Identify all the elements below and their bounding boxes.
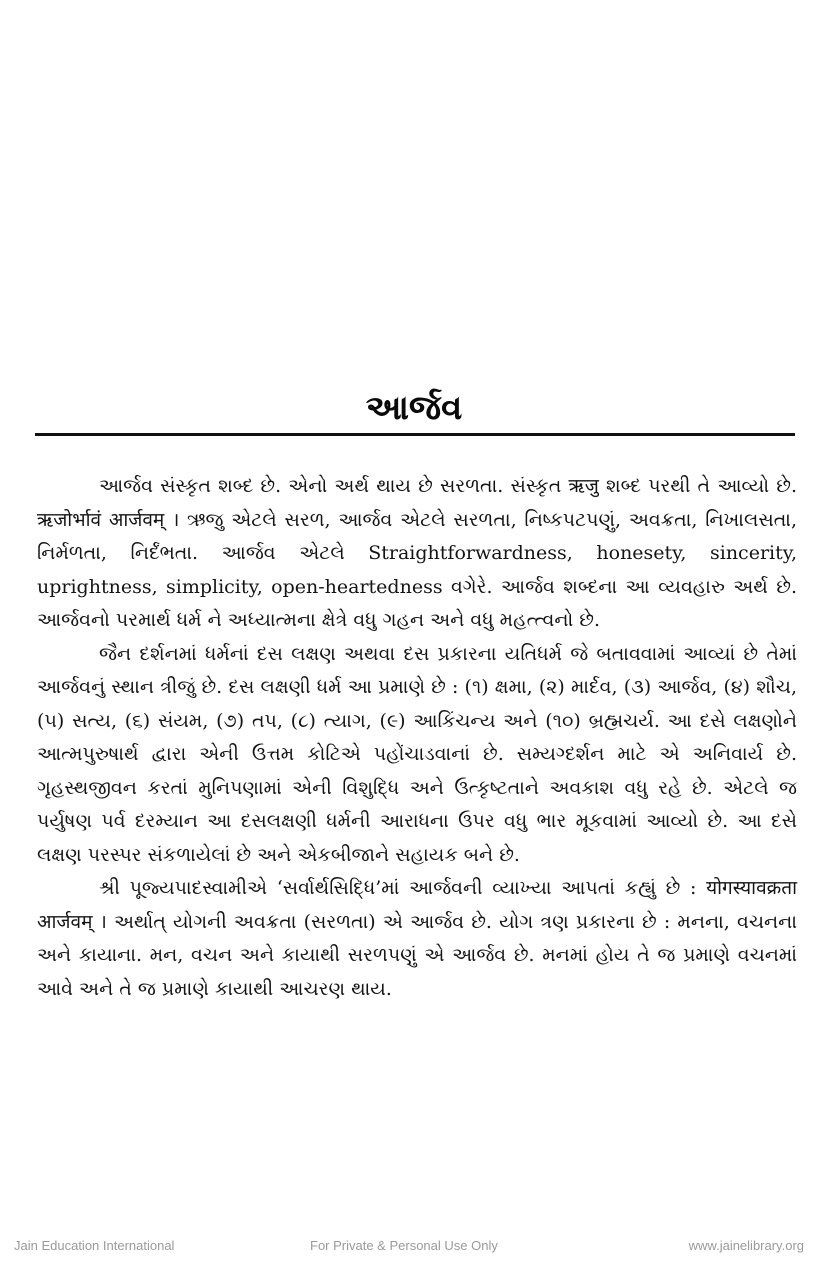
body-text	[37, 470, 797, 1006]
footer-usage-notice: For Private & Personal Use Only	[310, 1238, 498, 1253]
footer-website-link[interactable]: www.jainelibrary.org	[688, 1238, 804, 1253]
paragraph-2: જૈન દર્શનમાં ધર્મનાં દસ લક્ષણ અથવા દસ પ્રકારના યતિધર્મ જે બતાવવામાં આવ્યાં છે તેમાં આર્જવનું સ્થાન ત્રીજું છે. દસ લક્ષણી ધર્મ આ પ્રમાણે છે : (૧) ક્ષમા, (૨) માર્દવ, (૩) આર્જવ, (૪) શૌચ, (૫) સત્ય, (૬) સંયમ, (૭) તપ, (૮) ત્યાગ, (૯) આકિંચન્ય અને (૧૦) બ્રહ્મચર્ય. આ દસે લક્ષણોને આત્મપુરુષાર્થ દ્વારા એની ઉત્તમ કોટિએ પહોંચાડવાનાં છે. સમ્યગ્દર્શન માટે એ અનિવાર્ય છે. ગૃહસ્થજીવન કરતાં મુનિપણામાં એની વિશુદ્ધિ અને ઉત્કૃષ્ટતાને અવકાશ વધુ રહે છે. એટલે જ પર્યુષણ પર્વ દરમ્યાન આ દસલક્ષણી ધર્મની આરાધના ઉપર વધુ ભાર મૂકવામાં આવ્યો છે. આ દસે લક્ષણ પરસ્પર સંકળાયેલાં છે અને એકબીજાને સહાયક બને છે.	[37, 642, 797, 866]
footer-publisher: Jain Education International	[14, 1238, 175, 1253]
paragraph-3: શ્રી પૂજ્યપાદસ્વામીએ ‘સર્વાર્થસિદ્ધિ’માં આર્જવની વ્યાખ્યા આપતાં કહ્યું છે : योगस्यावक्रता आर्जवम् । અર્થાત્ યોગની અવક્રતા (સરળતા) એ આર્જવ છે. યોગ ત્રણ પ્રકારના છે : મનના, વચનના અને કાયાના. મન, વચન અને કાયાથી સરળપણું એ આર્જવ છે. મનમાં હોય તે જ પ્રમાણે વચનમાં આવે અને તે જ પ્રમાણે કાયાથી આચરણ થાય.	[37, 877, 797, 1000]
page-title: આર્જવ	[365, 388, 463, 428]
paragraph-1: આર્જવ સંસ્કૃત શબ્દ છે. એનો અર્થ થાય છે સરળતા. સંસ્કૃત ऋजु શબ્દ પરથી તે આવ્યો છે. ऋजोर्भावं आर्जवम् । ઋજુ એટલે સરળ, આર્જવ એટલે સરળતા, નિષ્કપટપણું, અવક્રતા, નિખાલસતા, નિર્મળતા, નિર્દંભતા. આર્જવ એટલે Straightforwardness, honesety, sincerity, uprightness, simplicity, open-heartedness વગેરે. આર્જવ શબ્દના આ વ્યવહારુ અર્થ છે. આર્જવનો પરમાર્થ ધર્મ ને અધ્યાત્મના ક્ષેત્રે વધુ ગહન અને વધુ મહત્ત્વનો છે.	[37, 475, 797, 631]
footer	[0, 1238, 828, 1258]
title-divider	[35, 433, 795, 436]
